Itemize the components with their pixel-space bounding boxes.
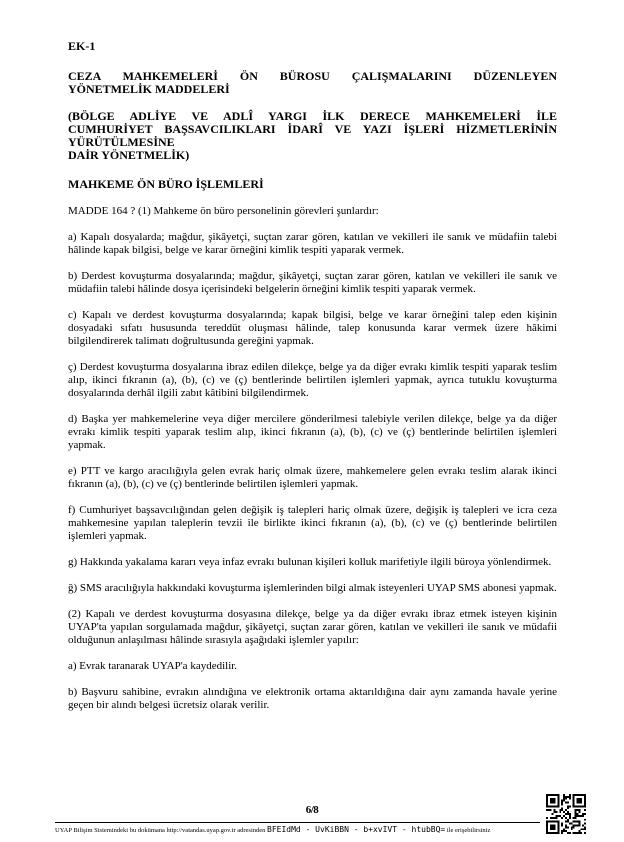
page-number: 6/8 [305,804,319,816]
document-title [68,70,557,96]
appendix-label: EK-1 [68,39,96,53]
document-subtitle-line1: (BÖLGE ADLİYE VE ADLÎ YARGI İLK DERECE MAHKEMELERİ İLE [68,109,557,123]
paragraph-1g: g) Hakkında yakalama kararı veya infaz evrakı bulunan kişileri kolluk marifetiyle ilgili büroya yönlendirmek. [68,556,552,568]
paragraph-1e: e) PTT ve kargo aracılığıyla gelen evrak hariç olmak üzere, mahkemelere gelen evrakı teslim alarak ikinci fıkranın (a), (b), (c) ve (ç) bentlerinde belirtilen işlemleri yapmak. [68,465,557,490]
paragraph-1c: c) Kapalı ve derdest kovuşturma dosyalarında; kapak bilgisi, belge ve karar örneğini talep eden kişinin dosyadaki sıfatı hususunda tereddüt oluşması hâlinde, talep konusunda karar vermek üzere hâkimi bilgilendirerek talimatı doğrultusunda gereğini yapmak. [68,309,557,347]
paragraph-2a: a) Evrak taranarak UYAP'a kaydedilir. [68,660,238,672]
paragraph-1cc: ç) Derdest kovuşturma dosyalarına ibraz edilen dilekçe, belge ya da diğer evrakı kimlik tespiti yaparak teslim alıp, ikinci fıkranın (a), (b), (c) ve (ç) bentlerinde belirtilen işlemleri yapmak, ayrıca tutuklu kovuşturma dosyalarında derhâl ilgili zabıt kâtibini bilgilendirmek. [68,361,557,399]
uyap-access-note [55,825,555,836]
paragraph-1d: d) Başka yer mahkemelerine veya diğer mercilere gönderilmesi talebiyle verilen dilekçe, belge ya da diğer evrakı kimlik tespiti yaparak teslim alıp, ikinci fıkranın (a), (b), (c) ve (ç) bentlerinde belirtilen işlemleri yapmak. [68,413,557,451]
paragraph-1b: b) Derdest kovuşturma dosyalarında; mağdur, şikâyetçi, suçtan zarar gören, katılan ve vekilleri ile sanık ve müdafiin talebi hâlinde dosya içerisindeki belgelerin örneğini kimlik tespiti yaparak vermek. [68,270,557,295]
uyap-access-prefix: UYAP Bilişim Sistemindeki bu dokümana http://vatandas.uyap.gov.tr adresinden [55,827,266,834]
paragraph-1f: f) Cumhuriyet başsavcılığından gelen değişik iş talepleri hariç olmak üzere, değişik iş talepleri ve icra ceza mahkemesine yapılan taleplerin tevzii ile birlikte ikinci fıkranın (a), (b), (c) ve (ç) bentlerinde belirtilen işlemleri yapmak. [68,504,557,542]
uyap-access-suffix: ile erişebilirsiniz [446,827,491,834]
document-title-line1: CEZA MAHKEMELERİ ÖN BÜROSU ÇALIŞMALARINI DÜZENLEYEN [68,69,557,83]
qr-code-icon [546,794,586,834]
paragraph-1a: a) Kapalı dosyalarda; mağdur, şikâyetçi, suçtan zarar gören, katılan ve vekilleri ile sanık ve müdafiin talebi hâlinde kapak bilgisi, belge ve karar örneğini kimlik tespiti yaparak vermek. [68,231,557,256]
document-subtitle [68,110,557,162]
uyap-access-code: BFEIdMd - UvKiBBN - b+xvIVT - htubBQ= [267,825,446,834]
document-title-line2: YÖNETMELİK MADDELERİ [68,82,230,96]
document-subtitle-line3: YÜRÜTÜLMESİNE [68,135,175,149]
document-subtitle-line2: CUMHURİYET BAŞSAVCILIKLARI İDARÎ VE YAZI İŞLERİ HİZMETLERİNİN [68,122,557,136]
document-subtitle-line4: DAİR YÖNETMELİK) [68,148,190,162]
paragraph-1gg: ğ) SMS aracılığıyla hakkındaki kovuşturma işlemlerinden bilgi almak isteyenleri UYAP SMS abonesi yapmak. [68,582,557,594]
section-heading: MAHKEME ÖN BÜRO İŞLEMLERİ [68,177,264,191]
paragraph-2b: b) Başvuru sahibine, evrakın alındığına ve elektronik ortama aktarıldığına dair aynı zamanda havale yerine geçen bir alındı belgesi ücretsiz olarak verilir. [68,686,557,711]
paragraph-madde-164: MADDE 164 ? (1) Mahkeme ön büro personelinin görevleri şunlardır: [68,205,379,217]
paragraph-fikra-2: (2) Kapalı ve derdest kovuşturma dosyasına dilekçe, belge ya da diğer evrakı ibraz etmek isteyen kişinin UYAP'ta yapılan sorgulamada mağdur, şikâyetçi, suçtan zarar gören, katılan ve vekilleri ile sanık ve müdafii olduğunun anlaşılması hâlinde sırasıyla aşağıdaki işlemler yapılır: [68,608,557,646]
document-body [68,40,557,725]
footer-divider [55,822,540,823]
